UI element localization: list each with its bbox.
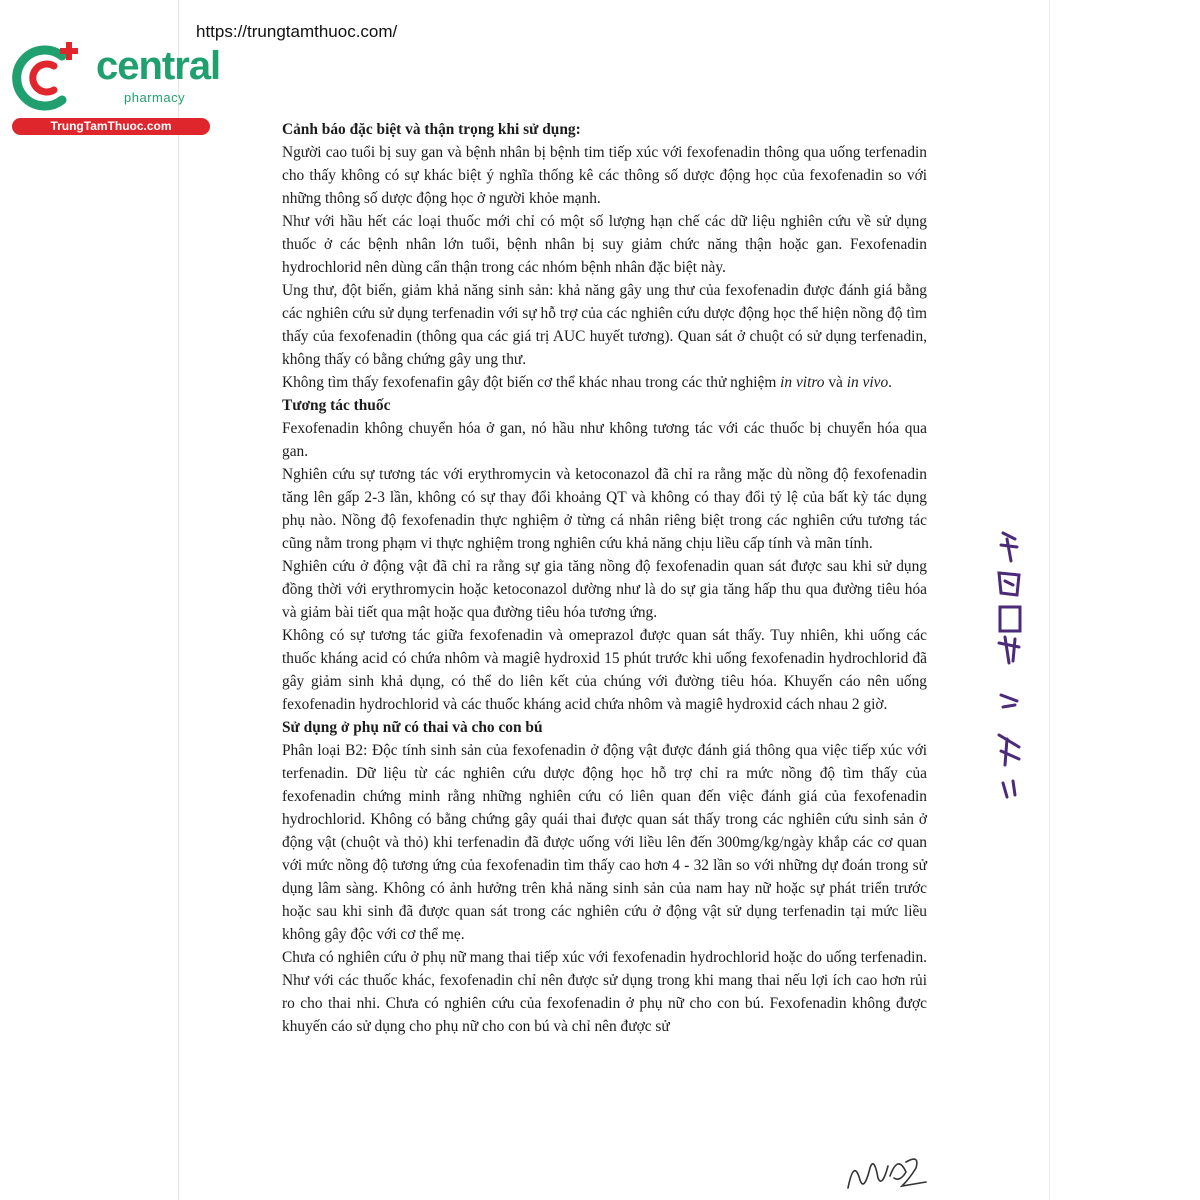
- paragraph: Phân loại B2: Độc tính sinh sản của fexofenadin ở động vật được đánh giá thông qua việc tiếp xúc với terfenadin. Dữ liệu từ các nghiên cứu dược động học hỗ trợ chỉ ra mức nồng độ tìm thấy của fexofenadin chứng minh rằng những nghiên cứu có liên quan đến việc đánh giá của fexofenadin hydrochlorid. Không có bằng chứng gây quái thai được quan sát thấy trong các nghiên cứu sinh sản ở động vật (chuột và thỏ) khi terfenadin đã được uống với liều lên đến 300mg/kg/ngày khắp các cơ quan với mức nồng độ tương ứng của fexofenadin tìm thấy cao hơn 4 - 32 lần so với những dự đoán trong sử dụng lâm sàng. Không có ảnh hưởng trên khả năng sinh sản của nam hay nữ hoặc sự phát triển trước hoặc sau khi sinh đã được quan sát trong các nghiên cứu ở động vật sử dụng terfenadin tại mức liều không gây độc với cơ thể mẹ.: [282, 742, 927, 943]
- document-body: [282, 118, 927, 1038]
- italic-in-vivo: in vivo: [846, 374, 889, 391]
- handwritten-signature-mark: [840, 1148, 930, 1194]
- text-run: .: [888, 374, 893, 391]
- logo-banner: TrungTamThuoc.com: [12, 118, 210, 135]
- text-run: Không tìm thấy fexofenafin gây đột biến cơ thể khác nhau trong các thử nghiệm: [282, 374, 781, 391]
- partial-stamp-mark: [985, 525, 1035, 805]
- logo-c-mark-icon: [10, 36, 94, 116]
- paragraph: Người cao tuổi bị suy gan và bệnh nhân bị bệnh tim tiếp xúc với fexofenadin thông qua uống terfenadin cho thấy không có sự khác biệt ý nghĩa thống kê các thông số dược động học của fexofenadin so với những thông số dược động học ở người khỏe mạnh.: [282, 144, 927, 207]
- logo-subtitle: pharmacy: [124, 90, 186, 105]
- italic-in-vitro: in vitro: [780, 374, 825, 391]
- central-pharmacy-logo[interactable]: [10, 36, 221, 136]
- section-heading-warnings: Cảnh báo đặc biệt và thận trọng khi sử dụng:: [282, 121, 581, 138]
- paragraph: Như với hầu hết các loại thuốc mới chỉ có một số lượng hạn chế các dữ liệu nghiên cứu về sử dụng thuốc ở các bệnh nhân lớn tuổi, bệnh nhân bị suy giảm chức năng thận hoặc gan. Fexofenadin hydrochlorid nên dùng cẩn thận trong các nhóm bệnh nhân đặc biệt này.: [282, 213, 927, 276]
- paragraph: Không có sự tương tác giữa fexofenadin và omeprazol được quan sát thấy. Tuy nhiên, khi uống các thuốc kháng acid có chứa nhôm và magiê hydroxid 15 phút trước khi uống fexofenadin hydrochlorid đã gây giảm sinh khả dụng, có thể do liên kết của chúng với đường tiêu hóa. Khuyến cáo nên uống fexofenadin hydrochlorid và các thuốc kháng acid chứa nhôm và magiê hydroxid cách nhau 2 giờ.: [282, 627, 927, 713]
- paragraph: Nghiên cứu ở động vật đã chỉ ra rằng sự gia tăng nồng độ fexofenadin quan sát được sau khi sử dụng đồng thời với erythromycin hoặc ketoconazol dường như là do sự gia tăng hấp thu qua đường tiêu hóa và giảm bài tiết qua mật hoặc qua đường tiêu hóa tương ứng.: [282, 558, 927, 621]
- section-heading-pregnancy: Sử dụng ở phụ nữ có thai và cho con bú: [282, 719, 543, 736]
- logo-wordmark: central: [96, 44, 221, 88]
- paragraph-mutagenicity: [282, 371, 927, 394]
- paragraph: Ung thư, đột biến, giảm khả năng sinh sản: khả năng gây ung thư của fexofenadin được đánh giá bằng các nghiên cứu sử dụng terfenadin với sự hỗ trợ của các nghiên cứu dược động học thể hiện nồng độ tìm thấy của fexofenadin (thông qua các giá trị AUC huyết tương). Quan sát ở chuột có sử dụng terfenadin, không thấy có bằng chứng gây ung thư.: [282, 282, 927, 368]
- paragraph: Chưa có nghiên cứu ở phụ nữ mang thai tiếp xúc với fexofenadin hydrochlorid hoặc do uống terfenadin. Như với các thuốc khác, fexofenadin chỉ nên được sử dụng trong khi mang thai nếu lợi ích cao hơn rủi ro cho thai nhi. Chưa có nghiên cứu của fexofenadin ở phụ nữ cho con bú. Fexofenadin không được khuyến cáo sử dụng cho phụ nữ cho con bú và chỉ nên được sử: [282, 949, 927, 1035]
- paragraph: Fexofenadin không chuyển hóa ở gan, nó hầu như không tương tác với các thuốc bị chuyển hóa qua gan.: [282, 420, 927, 460]
- text-run: và: [824, 374, 847, 391]
- source-url[interactable]: https://trungtamthuoc.com/: [196, 22, 398, 41]
- section-heading-interactions: Tương tác thuốc: [282, 397, 391, 414]
- paragraph: Nghiên cứu sự tương tác với erythromycin và ketoconazol đã chỉ ra rằng mặc dù nồng độ fexofenadin tăng lên gấp 2-3 lần, không có sự thay đổi khoảng QT và không có thay đổi tỷ lệ của bất kỳ tác dụng phụ nào. Nồng độ fexofenadin thực nghiệm ở từng cá nhân riêng biệt trong các nghiên cứu tương tác cũng nằm trong phạm vi thực nghiệm trong nghiên cứu khả năng chịu liều cấp tính và mãn tính.: [282, 466, 927, 552]
